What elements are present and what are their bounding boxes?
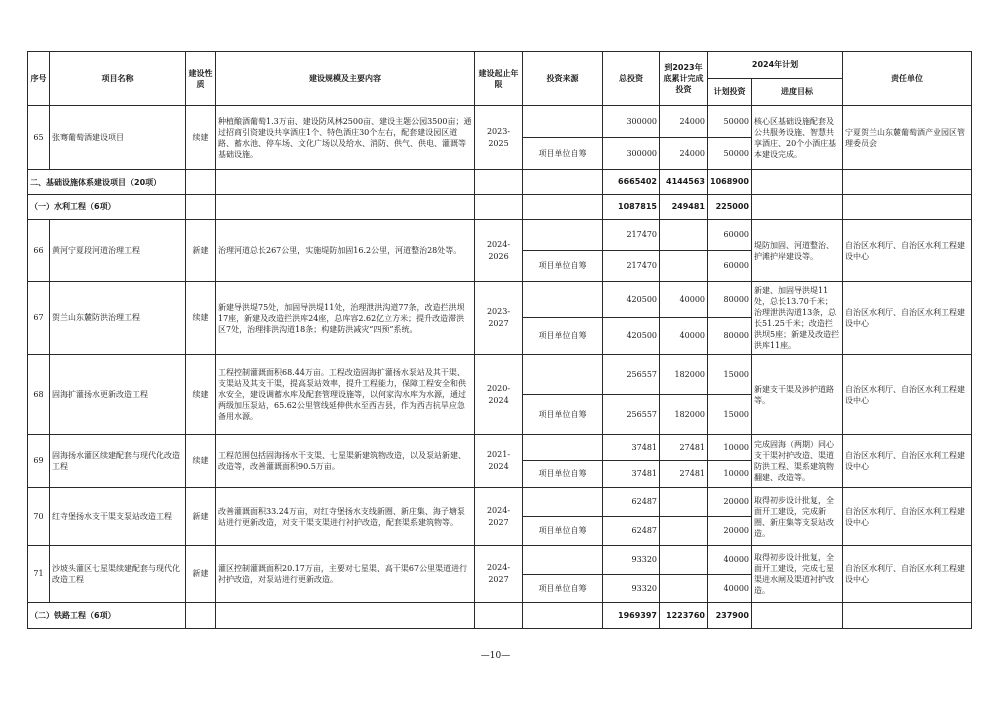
row-target: 堤防加固、河道整治、护滩护岸建设等。 xyxy=(752,220,843,282)
subsection-title: （一）水利工程（6项） xyxy=(28,195,186,220)
header-target: 进度目标 xyxy=(752,79,843,106)
header-total: 总投资 xyxy=(603,52,660,106)
row-source-bottom: 项目单位自筹 xyxy=(523,395,603,435)
subsection-row xyxy=(28,195,972,220)
row-nature: 续建 xyxy=(186,435,216,488)
row-cum-bottom: 40000 xyxy=(660,318,708,355)
section-title: 二、基础设施体系建设项目（20项） xyxy=(28,170,186,195)
row-cum-bottom xyxy=(660,517,708,546)
subsection-total: 1087815 xyxy=(603,195,660,220)
row-cum-bottom xyxy=(660,575,708,603)
row-name: 固海扩灌扬水更新改造工程 xyxy=(50,355,186,435)
row-plan-top: 80000 xyxy=(708,282,752,318)
row-plan-bottom: 10000 xyxy=(708,461,752,488)
row-content: 工程范围包括固海扬水干支渠、七星渠新建筑物改造，以及泵站新建、改造等，改善灌溉面积90.5万亩。 xyxy=(216,435,475,488)
row-plan-bottom: 20000 xyxy=(708,517,752,546)
subsection-total: 1969397 xyxy=(603,603,660,629)
row-total-top: 62487 xyxy=(603,488,660,517)
row-seq: 67 xyxy=(28,282,50,355)
row-total-bottom: 300000 xyxy=(603,138,660,170)
header-plan-invest: 计划投资 xyxy=(708,79,752,106)
row-name: 沙坡头灌区七星渠续建配套与现代化改造工程 xyxy=(50,546,186,603)
row-nature: 续建 xyxy=(186,282,216,355)
row-total-top: 37481 xyxy=(603,435,660,461)
row-name: 贺兰山东麓防洪治理工程 xyxy=(50,282,186,355)
row-period: 2020-2024 xyxy=(475,355,523,435)
row-plan-top: 40000 xyxy=(708,546,752,575)
row-unit: 自治区水利厅、自治区水利工程建设中心 xyxy=(843,435,972,488)
row-total-bottom: 93320 xyxy=(603,575,660,603)
row-nature: 新建 xyxy=(186,546,216,603)
row-cum-bottom: 24000 xyxy=(660,138,708,170)
row-name: 固海扬水灌区续建配套与现代化改造工程 xyxy=(50,435,186,488)
header-period: 建设起止年限 xyxy=(475,52,523,106)
row-total-top: 300000 xyxy=(603,106,660,138)
row-source-bottom: 项目单位自筹 xyxy=(523,517,603,546)
header-unit: 责任单位 xyxy=(843,52,972,106)
header-source: 投资来源 xyxy=(523,52,603,106)
row-unit: 自治区水利厅、自治区水利工程建设中心 xyxy=(843,282,972,355)
table-row xyxy=(28,220,972,251)
row-cum-top: 182000 xyxy=(660,355,708,395)
table-row xyxy=(28,488,972,517)
subsection-title: （二）铁路工程（6项） xyxy=(28,603,186,629)
row-content: 新建导洪堤75处，加固导洪堤11处，治理泄洪沟道77条，改造拦洪坝17座，新建及改造拦洪库24座，总库容2.62亿立方米；提升改造滞洪区7处，治理排洪沟道18条；构建防洪减灾“四预”系统。 xyxy=(216,282,475,355)
page-number: —10— xyxy=(480,651,511,661)
row-target: 取得初步设计批复，全面开工建设，完成七星渠进水闸及渠道衬护改造。 xyxy=(752,546,843,603)
row-total-bottom: 420500 xyxy=(603,318,660,355)
row-plan-bottom: 50000 xyxy=(708,138,752,170)
project-table xyxy=(27,51,972,629)
row-plan-top: 15000 xyxy=(708,355,752,395)
row-period: 2021-2024 xyxy=(475,435,523,488)
subsection-cum: 1223760 xyxy=(660,603,708,629)
row-total-bottom: 37481 xyxy=(603,461,660,488)
row-name: 张骞葡萄酒建设项目 xyxy=(50,106,186,170)
row-seq: 68 xyxy=(28,355,50,435)
row-nature: 续建 xyxy=(186,106,216,170)
row-source-bottom: 项目单位自筹 xyxy=(523,575,603,603)
table-row xyxy=(28,106,972,138)
header-seq: 序号 xyxy=(28,52,50,106)
row-seq: 69 xyxy=(28,435,50,488)
row-total-top: 217470 xyxy=(603,220,660,251)
row-total-bottom: 62487 xyxy=(603,517,660,546)
subsection-plan: 237900 xyxy=(708,603,752,629)
row-period: 2023-2025 xyxy=(475,106,523,170)
row-cum-top: 40000 xyxy=(660,282,708,318)
row-cum-top xyxy=(660,220,708,251)
row-source-top xyxy=(523,106,603,138)
row-content: 改善灌溉面积33.24万亩，对红寺堡扬水支线新圈、新庄集、海子塘泵站进行更新改造，对支干渠支渠进行衬护改造，配套渠系建筑物等。 xyxy=(216,488,475,546)
row-period: 2024-2027 xyxy=(475,488,523,546)
row-source-bottom: 项目单位自筹 xyxy=(523,251,603,282)
row-target: 新建、加固导洪堤11处，总长13.70千米；治理泄洪沟道13条，总长51.25千米；改造拦洪坝5座；新建及改造拦洪库11座。 xyxy=(752,282,843,355)
row-plan-bottom: 60000 xyxy=(708,251,752,282)
subsection-row xyxy=(28,603,972,629)
table-row xyxy=(28,546,972,575)
row-seq: 65 xyxy=(28,106,50,170)
header-name: 项目名称 xyxy=(50,52,186,106)
subsection-cum: 249481 xyxy=(660,195,708,220)
row-period: 2024-2027 xyxy=(475,546,523,603)
row-cum-top: 27481 xyxy=(660,435,708,461)
row-total-top: 93320 xyxy=(603,546,660,575)
row-unit: 自治区水利厅、自治区水利工程建设中心 xyxy=(843,488,972,546)
table-row xyxy=(28,355,972,395)
row-cum-bottom: 182000 xyxy=(660,395,708,435)
row-target: 完成固海（两期）同心支干渠衬护改造、渠道防洪工程、渠系建筑物翻建、改造等。 xyxy=(752,435,843,488)
section-cum: 4144563 xyxy=(660,170,708,195)
row-name: 黄河宁夏段河道治理工程 xyxy=(50,220,186,282)
row-plan-bottom: 40000 xyxy=(708,575,752,603)
row-seq: 70 xyxy=(28,488,50,546)
header-content: 建设规模及主要内容 xyxy=(216,52,475,106)
table-row xyxy=(28,282,972,318)
row-source-bottom: 项目单位自筹 xyxy=(523,318,603,355)
row-period: 2024-2026 xyxy=(475,220,523,282)
row-unit: 宁夏贺兰山东麓葡萄酒产业园区管理委员会 xyxy=(843,106,972,170)
row-content: 种植酿酒葡萄1.3万亩、建设防风林2500亩、建设主题公园3500亩；通过招商引资建设共享酒庄1个、特色酒庄30个左右，配套建设园区道路、蓄水池、停车场、文化广场以及给水、消防、供气、供电、灌溉等基础设施。 xyxy=(216,106,475,170)
row-content: 工程控制灌溉面积68.44万亩。工程改造固海扩灌扬水泵站及其干渠、支渠站及其支干渠，提高泵站效率，提升工程能力，保障工程安全和供水安全，建设调蓄水库及配套管理设施等，以何家沟水库为水源，通过两级加压泵站，65.62公里管线延伸供水至西吉县，作为西吉抗旱应急备用水源。 xyxy=(216,355,475,435)
row-cum-bottom: 27481 xyxy=(660,461,708,488)
subsection-plan: 225000 xyxy=(708,195,752,220)
row-unit: 自治区水利厅、自治区水利工程建设中心 xyxy=(843,355,972,435)
row-content: 治理河道总长267公里，实施堤防加固16.2公里，河道整治28处等。 xyxy=(216,220,475,282)
row-plan-top: 20000 xyxy=(708,488,752,517)
row-total-top: 256557 xyxy=(603,355,660,395)
row-nature: 新建 xyxy=(186,220,216,282)
row-plan-top: 10000 xyxy=(708,435,752,461)
row-total-top: 420500 xyxy=(603,282,660,318)
row-content: 灌区控制灌溉面积20.17万亩，主要对七星渠、高干渠67公里渠道进行衬护改造，对泵站进行更新改造。 xyxy=(216,546,475,603)
header-plan2024: 2024年计划 xyxy=(708,52,843,79)
row-period: 2023-2027 xyxy=(475,282,523,355)
row-source-bottom: 项目单位自筹 xyxy=(523,138,603,170)
row-nature: 新建 xyxy=(186,488,216,546)
row-seq: 71 xyxy=(28,546,50,603)
header-cum2023: 到2023年底累计完成投资 xyxy=(660,52,708,106)
row-target: 取得初步设计批复，全面开工建设，完成新圈、新庄集等支泵站改造。 xyxy=(752,488,843,546)
row-name: 红寺堡扬水支干渠支泵站改造工程 xyxy=(50,488,186,546)
row-plan-top: 60000 xyxy=(708,220,752,251)
row-total-bottom: 256557 xyxy=(603,395,660,435)
row-total-bottom: 217470 xyxy=(603,251,660,282)
row-cum-top: 24000 xyxy=(660,106,708,138)
row-unit: 自治区水利厅、自治区水利工程建设中心 xyxy=(843,546,972,603)
row-cum-bottom xyxy=(660,251,708,282)
row-plan-bottom: 15000 xyxy=(708,395,752,435)
row-nature: 续建 xyxy=(186,355,216,435)
row-source-bottom: 项目单位自筹 xyxy=(523,461,603,488)
section-total: 6665402 xyxy=(603,170,660,195)
section-plan: 1068900 xyxy=(708,170,752,195)
header-nature: 建设性质 xyxy=(186,52,216,106)
row-seq: 66 xyxy=(28,220,50,282)
row-target: 核心区基础设施配套及公共服务设施、智慧共享酒庄、20个小酒庄基本建设完成。 xyxy=(752,106,843,170)
row-plan-bottom: 80000 xyxy=(708,318,752,355)
row-plan-top: 50000 xyxy=(708,106,752,138)
table-row xyxy=(28,435,972,461)
row-cum-top xyxy=(660,546,708,575)
row-target: 新建支干渠及涉护道路等。 xyxy=(752,355,843,435)
row-unit: 自治区水利厅、自治区水利工程建设中心 xyxy=(843,220,972,282)
row-cum-top xyxy=(660,488,708,517)
section-row xyxy=(28,170,972,195)
